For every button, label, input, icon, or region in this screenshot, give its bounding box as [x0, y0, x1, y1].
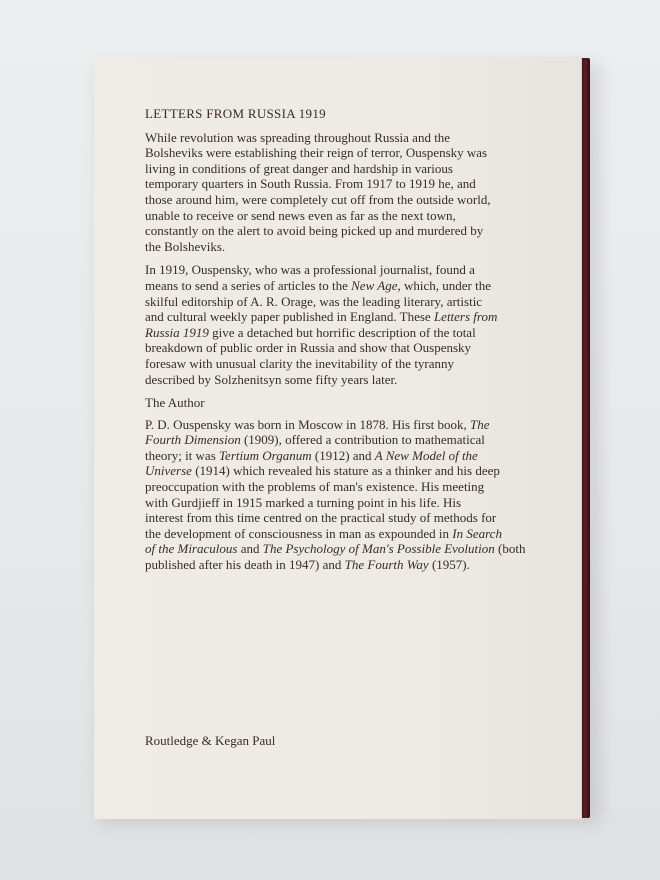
paragraph-line [145, 432, 545, 448]
paragraph-line: with Gurdjieff in 1915 marked a turning point in his life. His [145, 494, 462, 510]
intro-line: living in conditions of great danger and hardship in various [145, 160, 453, 176]
text-run: (1914) which revealed his stature as a thinker and his deep [191, 463, 500, 479]
author-paragraph [145, 417, 545, 573]
italic-title: Universe [145, 463, 192, 479]
paragraph-line [145, 278, 545, 294]
paragraph-line: In 1919, Ouspensky, who was a professional journalist, found a [145, 262, 475, 278]
book-back-cover [94, 57, 582, 819]
italic-title: of the Miraculous [145, 541, 238, 557]
intro-paragraph [145, 130, 545, 255]
intro-line: While revolution was spreading throughout Russia and the [145, 129, 451, 145]
intro-line: those around him, were completely cut off from the outside world, [145, 191, 491, 207]
text-run: P. D. Ouspensky was born in Moscow in 1878. His first book, [145, 416, 470, 432]
paragraph-line [145, 417, 545, 433]
author-heading: The Author [145, 395, 205, 411]
text-run: (1909), offered a contribution to mathematical [240, 432, 485, 448]
italic-title: In Search [452, 525, 502, 541]
text-run: published after his death in 1947) and [145, 557, 345, 573]
text-run: and [237, 541, 263, 557]
book-title: LETTERS FROM RUSSIA 1919 [145, 106, 326, 121]
paragraph-line: preoccupation with the problems of man's existence. His meeting [145, 479, 485, 495]
intro-line: the Bolsheviks. [145, 238, 226, 254]
paragraph-line [145, 448, 545, 464]
intro-line: unable to receive or send news even as far as the next town, [145, 207, 456, 223]
italic-title: A New Model of the [374, 447, 478, 463]
paragraph-line: skilful editorship of A. R. Orage, was the leading literary, artistic [145, 293, 483, 309]
text-run: give a detached but horrific description of the total [208, 324, 476, 340]
paragraph-line: interest from this time centred on the practical study of methods for [145, 510, 497, 526]
paragraph-line [145, 309, 545, 325]
text-run: (1912) and [311, 447, 375, 463]
paragraph-line: foresaw with unusual clarity the inevitability of the tyranny [145, 355, 455, 371]
italic-title: Letters from [433, 309, 498, 325]
paragraph-line [145, 557, 545, 573]
text-run: the development of consciousness in man as expounded in [145, 525, 453, 541]
italic-title: Tertium Organum [219, 447, 312, 463]
text-run: (both [494, 541, 526, 557]
italic-title: New Age [351, 277, 398, 293]
paragraph-line [145, 325, 545, 341]
intro-line: Bolsheviks were establishing their reign of terror, Ouspensky was [145, 145, 488, 161]
blurb-text [145, 106, 545, 581]
intro-line: temporary quarters in South Russia. From 1917 to 1919 he, and [145, 176, 476, 192]
text-run: , which, under the [397, 277, 491, 293]
text-run: means to send a series of articles to the [145, 277, 352, 293]
paragraph-line [145, 541, 545, 557]
text-run: theory; it was [145, 447, 220, 463]
paragraph-line [145, 463, 545, 479]
paragraph-line: breakdown of public order in Russia and show that Ouspensky [145, 340, 472, 356]
intro-line: constantly on the alert to avoid being picked up and murdered by [145, 223, 484, 239]
book-spine [581, 58, 590, 818]
italic-title: The Fourth Way [344, 557, 429, 573]
text-run: (1957). [428, 557, 470, 573]
journalism-paragraph [145, 262, 545, 387]
italic-title: Fourth Dimension [145, 432, 241, 448]
italic-title: The [470, 416, 490, 432]
text-run: and cultural weekly paper published in England. These [145, 309, 434, 325]
italic-title: The Psychology of Man's Possible Evolution [262, 541, 495, 557]
paragraph-line: described by Solzhenitsyn some fifty years later. [145, 371, 398, 387]
paragraph-line [145, 526, 545, 542]
italic-title: Russia 1919 [145, 324, 209, 340]
publisher-name: Routledge & Kegan Paul [145, 733, 276, 748]
